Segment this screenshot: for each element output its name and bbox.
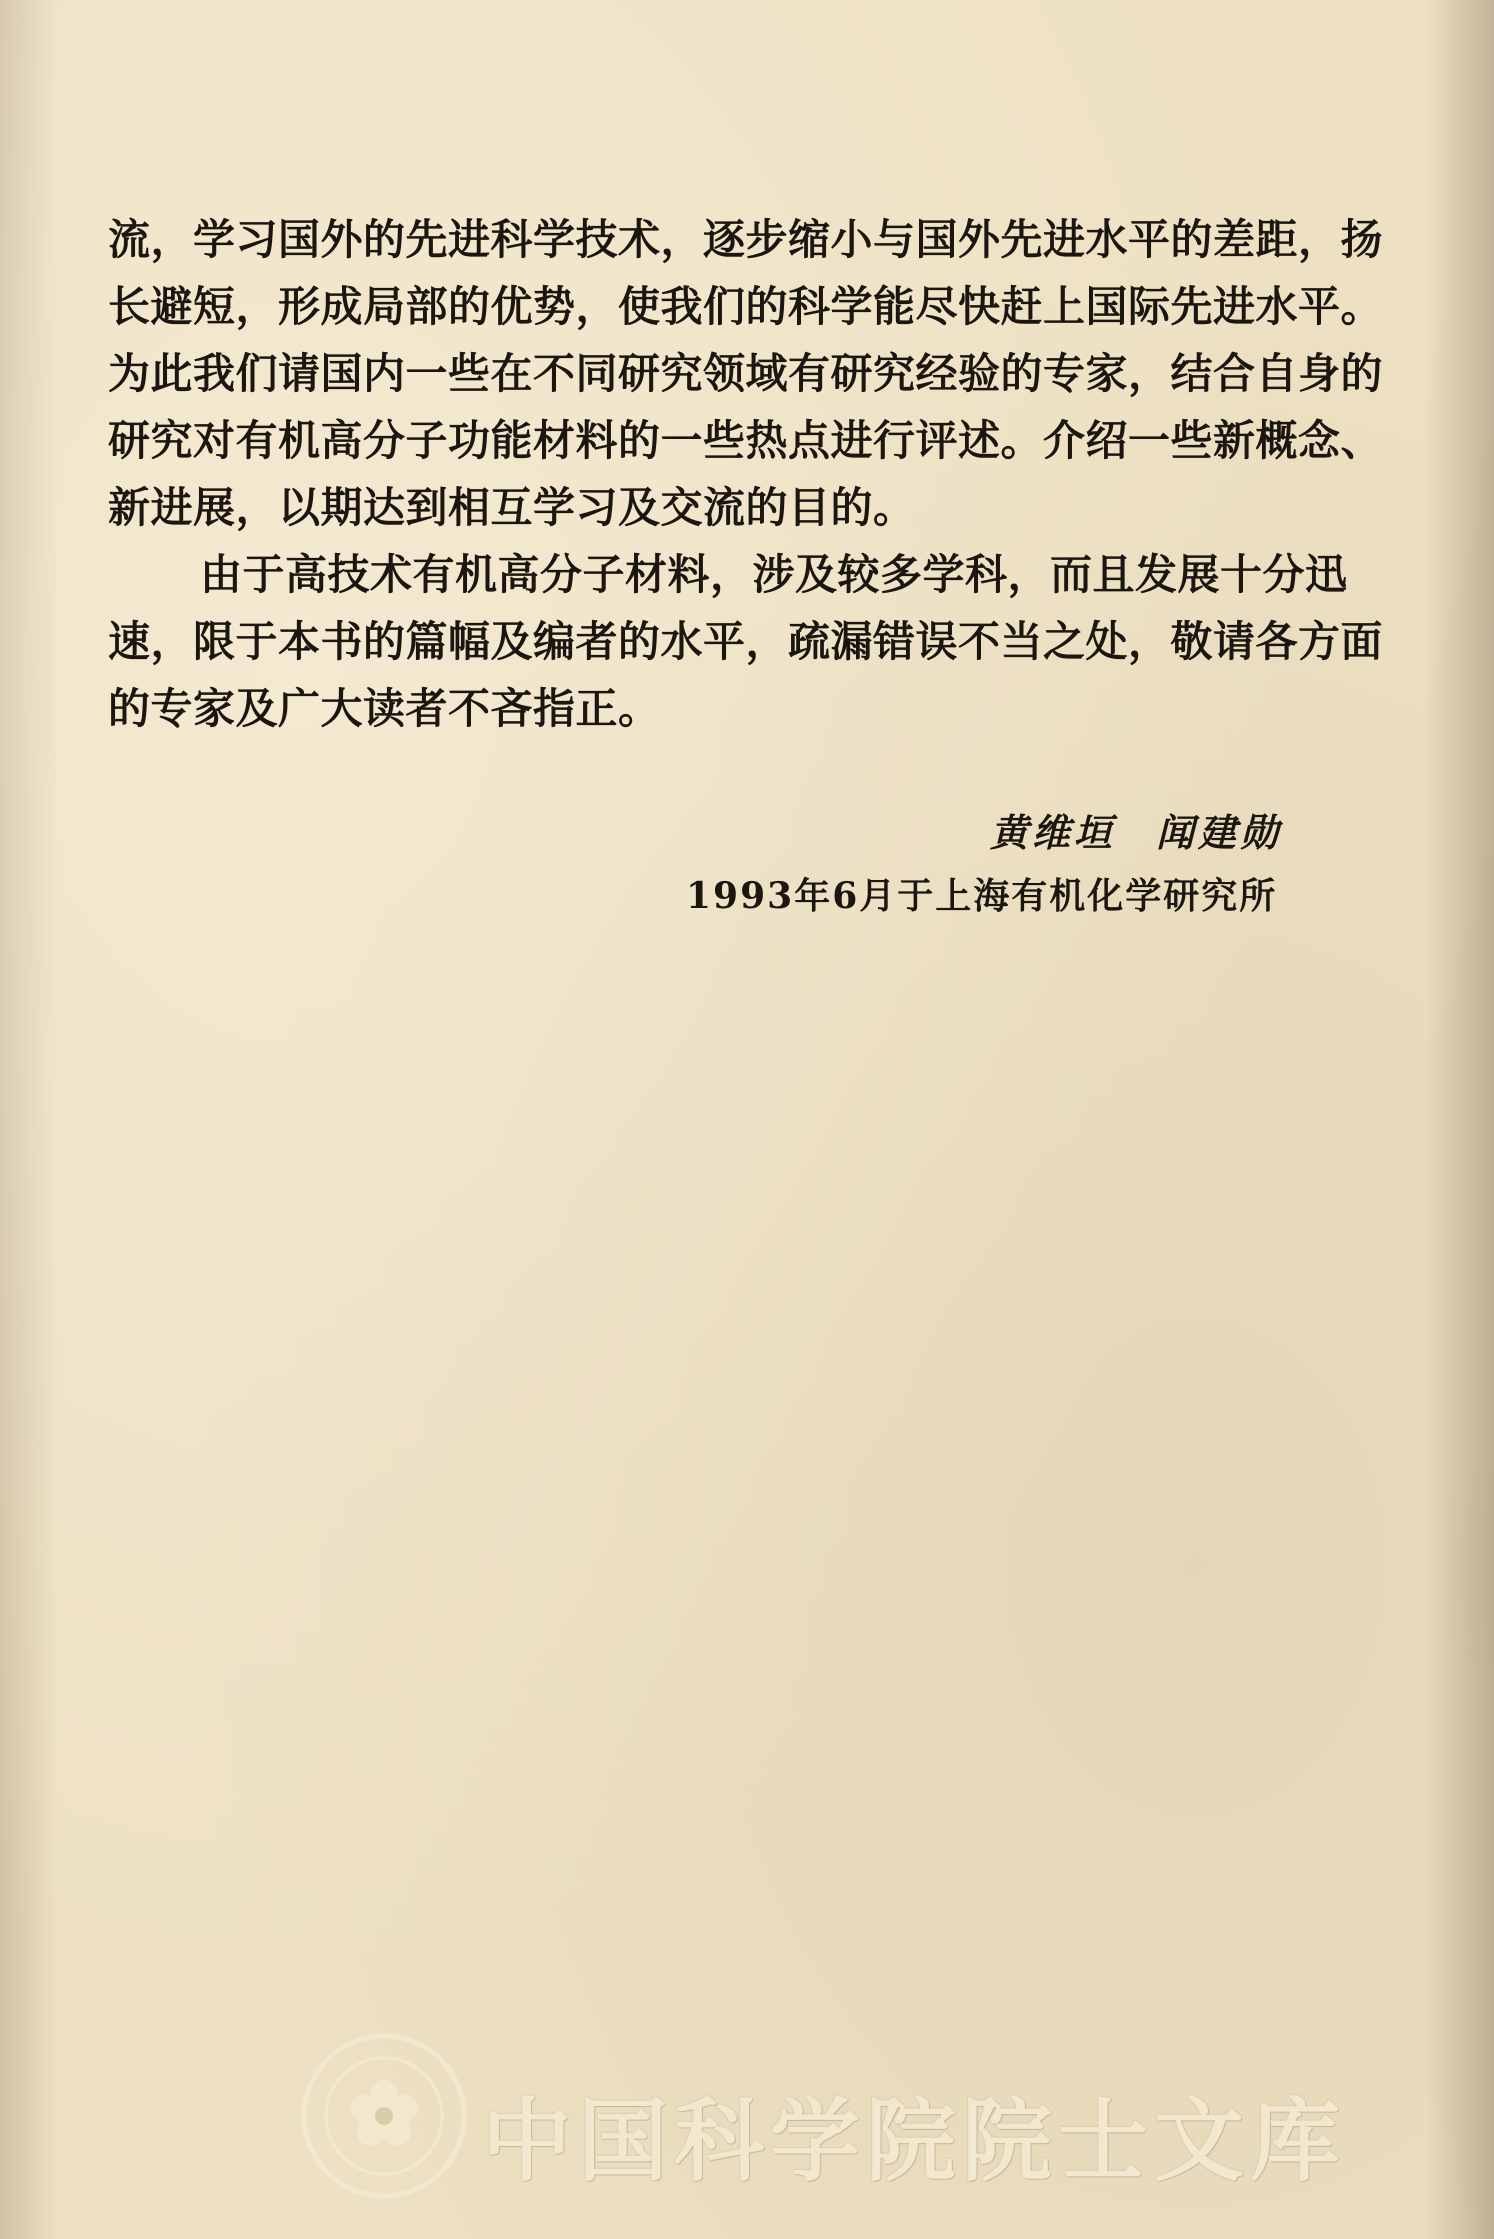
text-line: 速，限于本书的篇幅及编者的水平，疏漏错误不当之处，敬请各方面 xyxy=(108,617,1384,666)
preface-body xyxy=(108,206,1418,742)
dateline: 1993年6月于上海有机化学研究所 xyxy=(686,875,1278,917)
text-line: 流，学习国外的先进科学技术，逐步缩小与国外先进水平的差距，扬 xyxy=(108,215,1384,264)
text-line: 的专家及广大读者不吝指正。 xyxy=(108,684,661,733)
text-line: 长避短，形成局部的优势，使我们的科学能尽快赶上国际先进水平。 xyxy=(108,282,1384,331)
library-watermark xyxy=(300,2032,1346,2202)
text-line: 为此我们请国内一些在不同研究领域有研究经验的专家，结合自身的 xyxy=(108,349,1384,398)
author-signature xyxy=(990,802,1282,857)
page-gutter-shadow xyxy=(1424,0,1494,2239)
text-line: 新进展，以期达到相互学习及交流的目的。 xyxy=(108,483,916,532)
paragraph-1 xyxy=(108,206,1418,541)
author-name: 闻建勋 xyxy=(1156,810,1283,855)
text-line: 研究对有机高分子功能材料的一些热点进行评述。介绍一些新概念、 xyxy=(108,416,1384,465)
watermark-text: 中国科学院院士文库 xyxy=(482,2088,1346,2194)
academy-seal-icon xyxy=(300,2032,468,2200)
author-name: 黄维垣 xyxy=(990,810,1117,855)
paragraph-2 xyxy=(108,541,1418,742)
text-line: 由于高技术有机高分子材料，涉及较多学科，而且发展十分迅 xyxy=(200,550,1348,599)
